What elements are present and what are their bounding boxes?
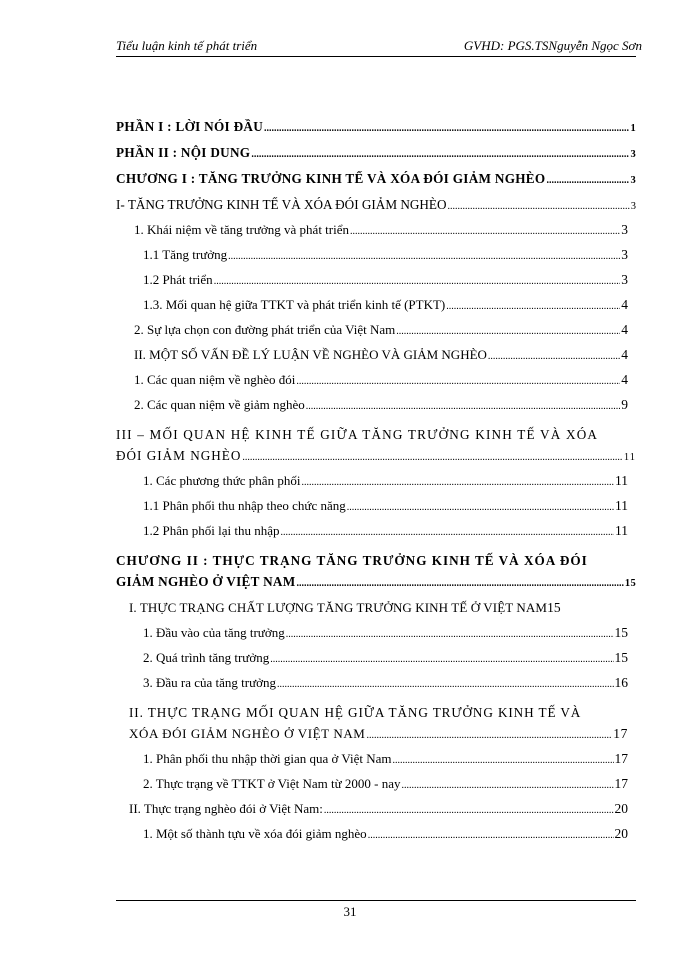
- toc-entry: [116, 448, 636, 473]
- toc-entry-title-line1: III – MỐI QUAN HỆ KINH TẾ GIỮA TĂNG TRƯỞNG KINH TẾ VÀ XÓA: [116, 427, 599, 442]
- toc-entry-title: 3. Đầu ra của tăng trưởng: [143, 675, 277, 690]
- toc-entry-page: 17: [613, 726, 628, 741]
- toc-entry-wrapped[interactable]: [116, 700, 636, 751]
- toc-entry-page: 3: [621, 222, 628, 237]
- toc-entry[interactable]: [116, 347, 636, 372]
- toc-entry[interactable]: [116, 473, 636, 498]
- toc-leader: [446, 301, 620, 312]
- toc-leader: [270, 654, 613, 665]
- toc-leader: [277, 679, 613, 690]
- toc-entry-title: 2. Quá trình tăng trưởng: [143, 650, 270, 665]
- toc-leader: [368, 830, 614, 841]
- toc-entry[interactable]: [116, 272, 636, 297]
- toc-entry-page: 15: [547, 600, 561, 615]
- toc-entry-page: 9: [621, 397, 628, 412]
- toc-leader: [402, 780, 614, 791]
- toc-entry-title: PHẦN I : LỜI NÓI ĐẦU: [116, 119, 264, 134]
- toc-entry-title: 2. Các quan niệm về giảm nghèo: [134, 397, 305, 412]
- toc-leader: [347, 502, 614, 513]
- toc-entry-page: 15: [624, 578, 636, 589]
- table-of-contents: [116, 119, 636, 851]
- toc-leader: [546, 175, 629, 186]
- toc-entry[interactable]: [116, 600, 636, 625]
- toc-entry-page: 17: [614, 776, 628, 791]
- toc-entry[interactable]: [116, 145, 636, 171]
- toc-entry[interactable]: [116, 675, 636, 700]
- toc-entry[interactable]: [116, 826, 636, 851]
- toc-entry-title: 2. Sự lựa chọn con đường phát triển của Việt Nam: [134, 322, 396, 337]
- toc-leader: [366, 730, 612, 741]
- toc-entry[interactable]: [116, 197, 636, 222]
- toc-entry[interactable]: [116, 801, 636, 826]
- toc-entry[interactable]: [116, 222, 636, 247]
- toc-entry-title: II. MỘT SỐ VẤN ĐỀ LÝ LUẬN VỀ NGHÈO VÀ GIẢM NGHÈO: [134, 347, 487, 362]
- toc-entry: [116, 726, 636, 751]
- toc-entry-title: 1.2 Phân phối lại thu nhập: [143, 523, 280, 538]
- page-number: 31: [343, 904, 357, 919]
- toc-entry-page: 3: [621, 272, 628, 287]
- toc-entry-title: 1.1 Tăng trưởng: [143, 247, 228, 262]
- toc-leader: [281, 527, 615, 538]
- footer-rule: [116, 900, 636, 901]
- toc-leader: [251, 149, 629, 160]
- toc-entry-title: 1. Phân phối thu nhập thời gian qua ở Việt Nam: [143, 751, 392, 766]
- toc-entry-title: II. Thực trạng nghèo đói ở Việt Nam:: [129, 801, 323, 816]
- toc-leader: [393, 755, 614, 766]
- toc-entry-title-line2: XÓA ĐÓI GIẢM NGHÈO Ở VIỆT NAM: [129, 726, 366, 741]
- toc-entry: [116, 574, 636, 600]
- toc-entry-page: 16: [614, 675, 628, 690]
- toc-entry-page: 4: [621, 297, 628, 312]
- toc-entry-page: 17: [614, 751, 628, 766]
- toc-entry-title: 2. Thực trạng về TTKT ở Việt Nam từ 2000 - nay: [143, 776, 401, 791]
- toc-entry-page: 4: [621, 372, 628, 387]
- toc-entry-title: 1.2 Phát triển: [143, 272, 213, 287]
- toc-leader: [301, 477, 614, 488]
- toc-entry-title: 1. Khái niệm về tăng trưởng và phát triển: [134, 222, 350, 237]
- toc-leader: [350, 226, 620, 237]
- toc-entry-page: 3: [630, 149, 636, 160]
- toc-entry-page: 11: [615, 523, 628, 538]
- toc-entry-title-line1: II. THỰC TRẠNG MỐI QUAN HỆ GIỮA TĂNG TRƯỞNG KINH TẾ VÀ: [129, 705, 582, 720]
- toc-entry-page: 3: [630, 175, 636, 186]
- toc-entry[interactable]: [116, 523, 636, 548]
- toc-entry[interactable]: [116, 372, 636, 397]
- toc-entry-page: 1: [630, 123, 636, 134]
- toc-leader: [228, 251, 620, 262]
- toc-entry-page: 11: [615, 498, 628, 513]
- toc-entry-page: 11: [615, 473, 628, 488]
- toc-entry-page: 20: [614, 826, 628, 841]
- toc-entry-wrapped[interactable]: [116, 548, 636, 600]
- toc-entry[interactable]: [116, 751, 636, 776]
- toc-entry-title-line1: CHƯƠNG II : THỰC TRẠNG TĂNG TRƯỞNG KINH TẾ VÀ XÓA ĐÓI: [116, 553, 588, 568]
- toc-entry[interactable]: [116, 322, 636, 347]
- toc-leader: [242, 452, 623, 463]
- toc-entry-title: 1. Đầu vào của tăng trưởng: [143, 625, 285, 640]
- toc-entry[interactable]: [116, 650, 636, 675]
- toc-entry[interactable]: [116, 119, 636, 145]
- toc-entry[interactable]: [116, 625, 636, 650]
- toc-leader: [296, 578, 623, 589]
- toc-entry-title-line2: ĐÓI GIẢM NGHÈO: [116, 448, 242, 463]
- toc-entry[interactable]: [116, 171, 636, 197]
- toc-entry-title: I. THỰC TRẠNG CHẤT LƯỢNG TĂNG TRƯỞNG KINH TẾ Ở VIỆT NAM: [129, 600, 548, 615]
- toc-entry-page: 15: [614, 625, 628, 640]
- toc-entry[interactable]: [116, 247, 636, 272]
- toc-entry-page: 20: [614, 801, 628, 816]
- toc-leader: [214, 276, 621, 287]
- toc-entry-title: 1. Các phương thức phân phối: [143, 473, 301, 488]
- toc-entry-title: CHƯƠNG I : TĂNG TRƯỞNG KINH TẾ VÀ XÓA ĐÓI GIẢM NGHÈO: [116, 171, 546, 186]
- toc-entry[interactable]: [116, 297, 636, 322]
- toc-leader: [286, 629, 614, 640]
- toc-entry-title: 1. Các quan niệm về nghèo đói: [134, 372, 296, 387]
- toc-entry-page: 4: [621, 322, 628, 337]
- toc-entry-title: 1.3. Mối quan hệ giữa TTKT và phát triển kinh tế (PTKT): [143, 297, 446, 312]
- page-header-right: GVHD: PGS.TSNguyễn Ngọc Sơn: [463, 38, 642, 53]
- toc-entry-page: 11: [623, 452, 636, 463]
- toc-entry[interactable]: [116, 397, 636, 422]
- toc-entry-title-line2: GIẢM NGHÈO Ở VIỆT NAM: [116, 574, 296, 589]
- toc-entry-title: 1.1 Phân phối thu nhập theo chức năng: [143, 498, 346, 513]
- toc-entry-page: 15: [614, 650, 628, 665]
- toc-leader: [488, 351, 620, 362]
- toc-entry-page: 4: [621, 347, 628, 362]
- toc-entry-page: 3: [630, 201, 636, 212]
- toc-entry-wrapped[interactable]: [116, 422, 636, 473]
- toc-leader: [448, 201, 630, 212]
- toc-entry[interactable]: [116, 498, 636, 523]
- toc-leader: [396, 326, 620, 337]
- toc-entry-title: I- TĂNG TRƯỞNG KINH TẾ VÀ XÓA ĐÓI GIẢM NGHÈO: [116, 197, 447, 212]
- header-rule: [116, 56, 636, 57]
- toc-leader: [324, 805, 614, 816]
- page-header-left: Tiểu luận kinh tế phát triển: [116, 38, 258, 53]
- toc-leader: [306, 401, 620, 412]
- toc-entry-title: 1. Một số thành tựu về xóa đói giảm nghèo: [143, 826, 367, 841]
- toc-entry-page: 3: [621, 247, 628, 262]
- toc-leader: [264, 123, 629, 134]
- toc-leader: [296, 376, 620, 387]
- toc-entry-title: PHẦN II : NỘI DUNG: [116, 145, 251, 160]
- toc-entry[interactable]: [116, 776, 636, 801]
